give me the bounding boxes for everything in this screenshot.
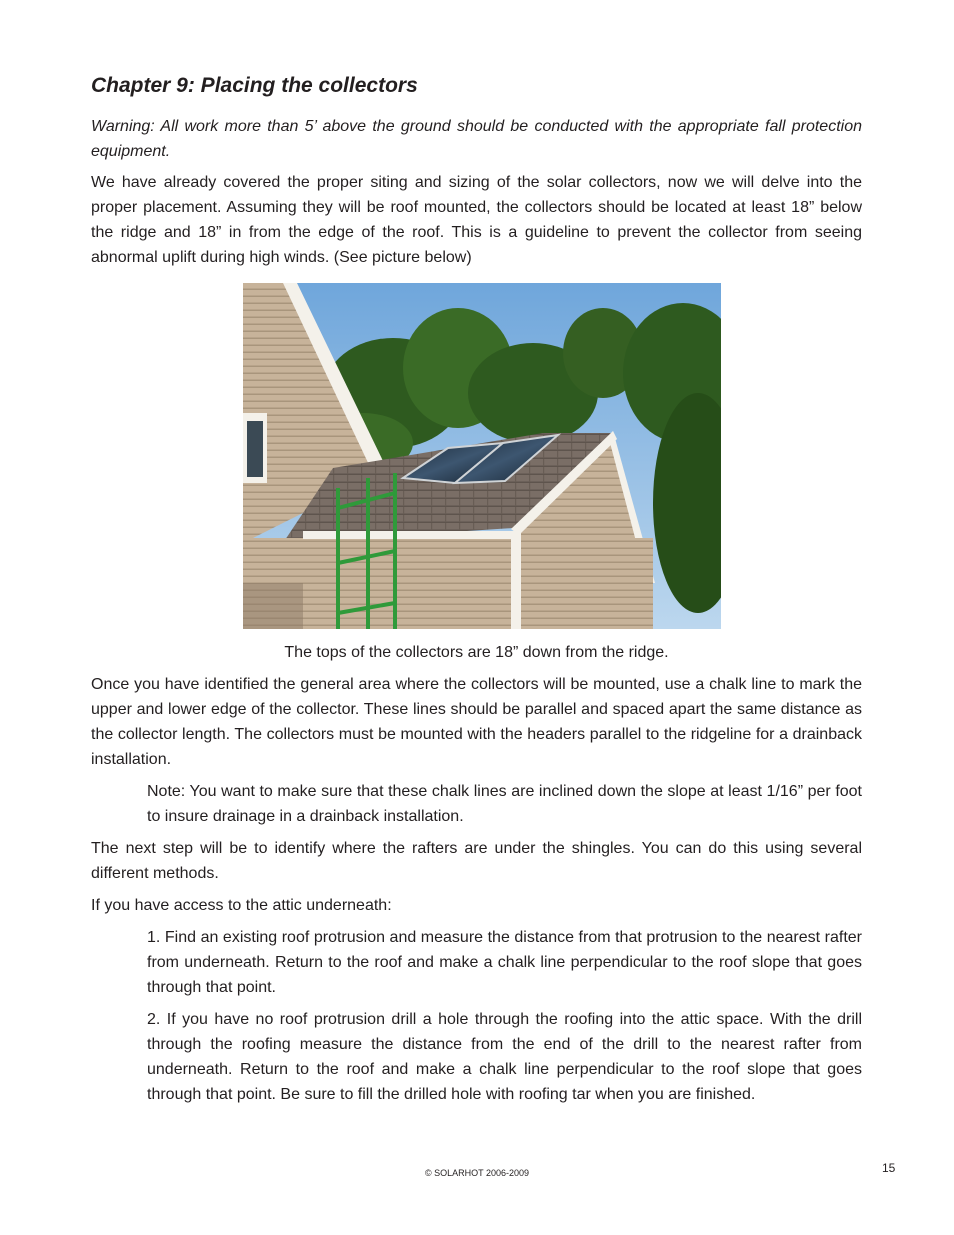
copyright-footer: © SOLARHOT 2006-2009 bbox=[424, 1168, 530, 1178]
list-item: 1. Find an existing roof protrusion and measure the distance from that protrusion to the nearest rafter from underneath. Return to the roof and make a chalk line perpendicular to the roof slope that goes through that point. bbox=[147, 929, 862, 996]
photo-caption: The tops of the collectors are 18” down from the ridge. bbox=[284, 644, 669, 661]
paragraph-chalk-line: Once you have identified the general area where the collectors will be mounted, use a chalk line to mark the upper and lower edge of the collector. These lines should be parallel and spaced apart the same distance as the collector length. The collectors must be mounted with the headers parallel to the ridgeline for a drainback installation. bbox=[91, 676, 862, 768]
paragraph-intro: We have already covered the proper siting and sizing of the solar collectors, now we will delve into the proper placement. Assuming they will be roof mounted, the collectors should be located at least 18” below the ridge and 18” in from the edge of the roof. This is a guideline to prevent the collector from seeing abnormal uplift during high winds. (See picture below) bbox=[91, 174, 862, 266]
chapter-title: Chapter 9: Placing the collectors bbox=[91, 74, 418, 97]
warning-text: Warning: All work more than 5’ above the ground should be conducted with the appropriate fall protection equipment. bbox=[91, 118, 862, 160]
paragraph-attic-access: If you have access to the attic underneath: bbox=[91, 897, 392, 914]
page-number: 15 bbox=[882, 1161, 896, 1175]
paragraph-rafters: The next step will be to identify where the rafters are under the shingles. You can do this using several different methods. bbox=[91, 840, 862, 882]
note-text: Note: You want to make sure that these chalk lines are inclined down the slope at least 1/16” per foot to insure drainage in a drainback installation. bbox=[147, 783, 862, 825]
list-item: 2. If you have no roof protrusion drill a hole through the roofing into the attic space. With the drill through the roofing measure the distance from the end of the drill to the nearest rafter from underneath. Return to the roof and make a chalk line perpendicular to the roof slope that goes through that point. Be sure to fill the drilled hole with roofing tar when you are finished. bbox=[147, 1011, 862, 1103]
house-roof-solar-collectors-photo bbox=[243, 283, 721, 629]
